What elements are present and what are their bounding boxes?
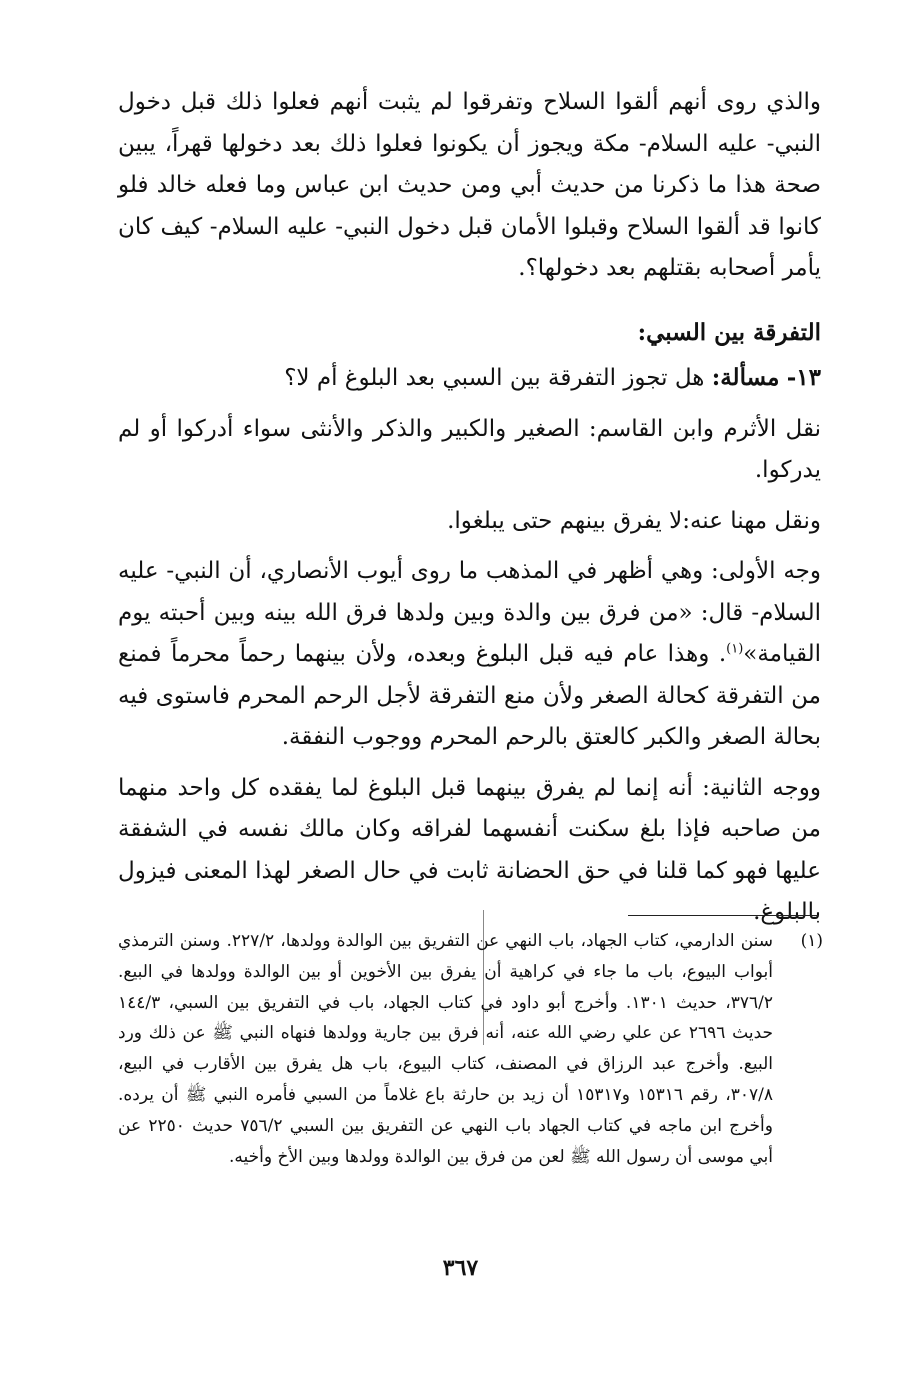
paragraph-1: والذي روى أنهم ألقوا السلاح وتفرقوا لم يثبت أنهم فعلوا ذلك قبل دخول النبي- عليه السلام- مكة ويجوز أن يكونوا فعلوا ذلك بعد دخولها قهراً، يبين صحة هذا ما ذكرنا من حديث أبي ومن حديث ابن عباس وما فعله خالد فلو كانوا قد ألقوا السلاح وقبلوا الأمان قبل دخول النبي- عليه السلام- كيف كان يأمر أصحابه بقتلهم بعد دخولها؟. [118, 89, 821, 281]
footnote-reference[interactable]: (١) [726, 641, 744, 657]
footnote-marker: (١) [800, 931, 823, 951]
footnotes [118, 926, 821, 1172]
footnote-text: سنن الدارمي، كتاب الجهاد، باب النهي عن التفريق بين الوالدة وولدها، ٢٢٧/٢. وسنن الترمذي أبواب البيوع، باب ما جاء في كراهية أن يفرق بين الأخوين أو بين الوالدة وولدها في البيع. ٣٧٦/٢، حديث ١٣٠١. وأخرج أبو داود في كتاب الجهاد، باب في التفريق بين السبي، ١٤٤/٣ حديث ٢٦٩٦ عن علي رضي الله عنه، أنه فرق بين جارية وولدها فنهاه النبي ﷺ عن ذلك ورد البيع. وأخرج عبد الرزاق في المصنف، كتاب البيوع، باب هل يفرق بين الأقارب في البيع، ٣٠٧/٨، رقم ١٥٣١٦ و١٥٣١٧ أن زيد بن حارثة باع غلاماً من السبي فأمره النبي ﷺ أن يرده. وأخرج ابن ماجه في كتاب الجهاد باب النهي عن التفريق بين السبي ٧٥٦/٢ حديث ٢٢٥٠ عن أبي موسى أن رسول الله ﷺ لعن من فرق بين الوالدة وولدها وبين الأخ وأخيه. [118, 931, 774, 1167]
paragraph-3: نقل الأثرم وابن القاسم: الصغير والكبير والذكر والأنثى سواء أدركوا أو لم يدركوا. [118, 415, 821, 483]
issue-number: ١٣- [786, 364, 821, 391]
section-heading: التفرقة بين السبي: [637, 318, 821, 346]
paragraph-4: ونقل مهنا عنه:لا يفرق بينهم حتى يبلغوا. [447, 507, 821, 534]
paragraph-5-text-cont: . وهذا عام فيه قبل البلوغ وبعده، ولأن بينهما رحماً محرماً فمنع من التفرقة كحالة الصغر ولأن منع التفرقة لأجل الرحم المحرم فاستوى فيه بحالة الصغر والكبر كالعتق بالرحم المحرم ووجوب النفقة. [118, 641, 821, 750]
issue-label: مسألة: [711, 364, 780, 391]
paragraph-5-text: وجه الأولى: وهي أظهر في المذهب ما روى أيوب الأنصاري، أن النبي- عليه السلام- قال: «من فرق بين والدة وبين ولدها فرق الله بينه وبين أحبته يوم القيامة» [118, 558, 821, 667]
footnote-divider [628, 915, 818, 916]
paragraph-6: ووجه الثانية: أنه إنما لم يفرق بينهما قبل البلوغ لما يفقده كل واحد منهما من صاحبه فإذا بلغ سكنت أنفسهما لفراقه وكان مالك نفسه في الشفقة عليها فهو كما قلنا في حق الحضانة ثابت في حال الصغر لهذا المعنى فيزول بالبلوغ. [118, 774, 821, 925]
page-number: ٣٦٧ [442, 1255, 479, 1281]
issue-question: هل تجوز التفرقة بين السبي بعد البلوغ أم لا؟ [284, 365, 705, 391]
paragraph-5 [118, 551, 821, 759]
issue-paragraph [118, 357, 821, 400]
main-text [118, 82, 821, 943]
